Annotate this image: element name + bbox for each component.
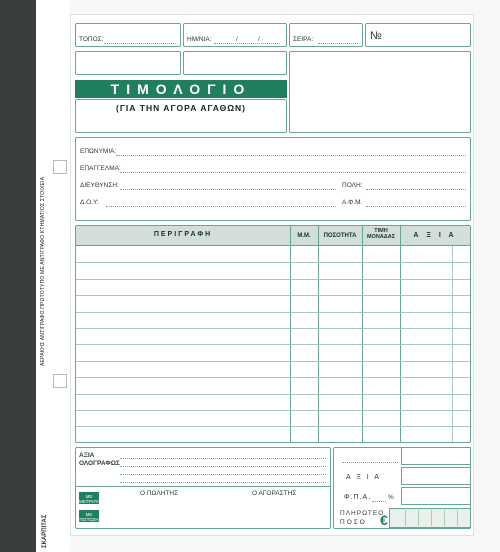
total-value-field[interactable] — [401, 467, 471, 485]
date-label: ΗΜ/ΝΙΑ: — [187, 36, 212, 43]
buyer-label: Ο ΑΓΟΡΑΣΤΗΣ — [252, 490, 297, 497]
invoice-form — [70, 14, 474, 536]
payable-digit-cell — [407, 510, 419, 526]
total-vat-percent: % — [388, 494, 394, 501]
customer-tax-office-label: Δ.Ο.Υ: — [80, 199, 99, 206]
blank-box-left — [75, 51, 181, 75]
date-separator-2: / — [258, 36, 260, 43]
badge-credit-line1: ΜΕ — [85, 512, 93, 517]
binding-spine — [0, 0, 36, 552]
customer-info-box — [75, 137, 471, 221]
col-description: ΠΕΡΙΓΡΑΦΗ — [153, 231, 213, 238]
number-field[interactable] — [365, 23, 471, 47]
payable-digit-cell — [420, 510, 432, 526]
payable-label-2: ΠΟΣΟ — [340, 519, 367, 526]
badge-cash-line1: ΜΕ — [85, 494, 93, 499]
subtitle-box — [75, 99, 287, 133]
badge-cash[interactable] — [79, 492, 99, 504]
table-row-line — [76, 262, 470, 263]
payable-digit-cell — [433, 510, 445, 526]
table-row-line — [76, 394, 470, 395]
customer-address-label: ΔΙΕΥΘΥΝΣΗ: — [80, 182, 119, 189]
col-unit-price-line1: ΤΙΜΗ — [374, 228, 388, 234]
table-row-line — [76, 295, 470, 296]
table-row-line — [76, 377, 470, 378]
amount-words-label-1: ΑΞΙΑ — [79, 452, 95, 459]
stamp-box — [289, 51, 471, 133]
invoice-subtitle: (ΓΙΑ ΤΗΝ ΑΓΟΡΑ ΑΓΑΘΩΝ) — [115, 103, 247, 113]
euro-icon: € — [380, 512, 388, 528]
total-value-label: Α Ξ Ι Α — [346, 474, 381, 481]
badge-credit[interactable] — [79, 510, 99, 522]
stub-checkbox-bottom[interactable] — [53, 374, 67, 388]
table-row-line — [76, 361, 470, 362]
footer-signature-box — [75, 447, 331, 529]
total-vat-field[interactable] — [401, 487, 471, 505]
stub-strip — [36, 0, 70, 552]
badge-cash-line2: ΜΕΤΡΗΤΑ — [79, 499, 101, 504]
date-separator-1: / — [236, 36, 238, 43]
seira-label: ΣΕΙΡΑ: — [293, 36, 314, 43]
payable-label-1: ΠΛΗΡΩΤΕΟ — [340, 510, 385, 517]
total-field-1[interactable] — [401, 447, 471, 465]
table-row-line — [76, 426, 470, 427]
seller-label: Ο ΠΩΛΗΤΗΣ — [140, 490, 179, 497]
customer-city-label: ΠΟΛΗ: — [342, 182, 363, 189]
topos-label: ΤΟΠΟΣ: — [79, 36, 104, 43]
col-quantity: ΠΟΣΟΤΗΤΑ — [323, 233, 357, 239]
customer-name-label: ΕΠΩΝΥΜΙΑ: — [80, 148, 117, 155]
items-table — [75, 225, 471, 443]
topos-field[interactable] — [75, 23, 181, 47]
customer-vat-label: Α.Φ.Μ. — [342, 199, 363, 206]
stub-checkbox-top[interactable] — [53, 160, 67, 174]
payable-amount-field[interactable] — [389, 508, 471, 528]
stub-brand: ΣΚΑΡΠΙΤΑΣ — [42, 514, 48, 548]
stub-vertical-text: ΑΕΡΑΚΗΣ ΑΝΤΙΓΡΑΦΟ ΠΡΩΤΟΤΥΠΟ ΜΕ ΑΝΤΙΓΡΑΦΟ ΚΤΗΜΑΤΙΟΣ ΣΤΟΙΧΕΙΑ — [40, 176, 46, 366]
col-value: Α Ξ Ι Α — [413, 232, 457, 239]
seira-field[interactable] — [289, 23, 363, 47]
payable-digit-cell — [446, 510, 458, 526]
badge-credit-line2: ΠΙΣΤΩΣΗ — [79, 517, 99, 522]
col-unit: Μ.Μ. — [297, 233, 311, 239]
customer-profession-label: ΕΠΑΓΓΕΛΜΑ: — [80, 165, 121, 172]
table-row-line — [76, 312, 470, 313]
total-vat-label: Φ.Π.Α. — [344, 494, 372, 501]
number-label: № — [370, 30, 382, 42]
col-unit-price — [362, 228, 400, 240]
amount-words-label-2: ΟΛΟΓΡΑΦΩΣ — [79, 460, 120, 467]
table-row-line — [76, 344, 470, 345]
date-field[interactable] — [183, 23, 287, 47]
payable-digit-cell — [394, 510, 406, 526]
table-row-line — [76, 410, 470, 411]
col-unit-price-line2: ΜΟΝΑΔΑΣ — [366, 234, 396, 240]
invoice-title: ΤΙΜΟΛΟΓΙΟ — [75, 80, 287, 98]
items-table-header — [76, 226, 470, 246]
table-row-line — [76, 279, 470, 280]
blank-box-middle — [183, 51, 287, 75]
table-row-line — [76, 328, 470, 329]
